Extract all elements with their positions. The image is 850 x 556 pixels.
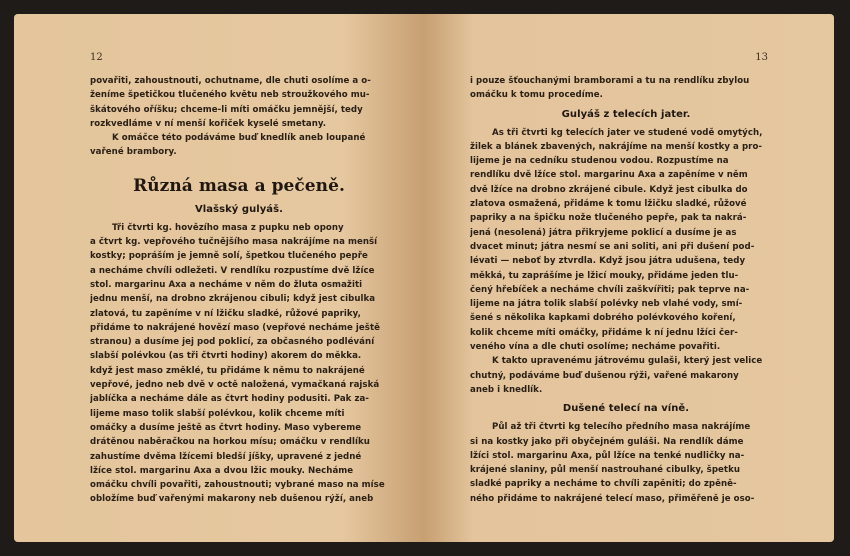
open-book-spread — [14, 14, 834, 542]
intro-paragraph — [90, 74, 388, 131]
text-line: aneb i knedlík. — [470, 384, 543, 395]
text-line: zahustíme dvěma lžícemi bledší jíšky, upravené z jedné — [90, 451, 362, 462]
recipe-text — [470, 126, 782, 355]
text-line: K takto upravenému játrovému gulaši, který jest velice — [492, 356, 763, 367]
text-line: vařené brambory. — [90, 147, 177, 158]
text-line: rendlíku dvě lžíce stol. margarinu Axa a zapěníme v něm — [470, 170, 748, 181]
text-line: i pouze šťouchanými bramborami a tu na rendlíku zbylou — [470, 76, 750, 86]
text-line: povařiti, zahoustnouti, ochutname, dle chuti osolíme a o- — [90, 76, 371, 86]
text-line: a necháme chvíli odležeti. V rendlíku rozpustíme dvě lžíce — [90, 265, 375, 276]
text-line: škátového oříšku; chceme-li míti omáčku jemnější, tedy — [90, 104, 363, 115]
intro-paragraph — [470, 74, 782, 103]
text-line: Tři čtvrti kg. hovězího masa z pupku neb opony — [112, 222, 344, 233]
text-line: ženíme špetičkou tlučeného květu neb stroužkového mu- — [90, 90, 370, 101]
recipe-title: Vlašský gulyáš. — [195, 203, 283, 215]
text-line: veného vína a dle chuti osolíme; necháme povařiti. — [470, 342, 721, 353]
text-line: a čtvrt kg. vepřového tučnějšího masa nakrájíme na menší — [90, 237, 378, 248]
text-line: jená (nesolená) játra přikryjeme poklicí a dusíme je as — [470, 227, 737, 238]
text-line: jednu menší, na drobno zkrájenou cibuli; když jest cibulka — [90, 294, 376, 305]
serving-paragraph — [470, 354, 782, 397]
text-line: žilek a blánek zbavených, nakrájíme na menší kostky a pro- — [470, 141, 763, 152]
text-line: přidáme to nakrájené hovězí maso (vepřové necháme ještě — [90, 322, 380, 333]
text-line: krájené slaniny, půl menší nastrouhané cibulky, špetku — [470, 465, 741, 476]
text-line: čený hřebíček a necháme chvíli zaškvířiti; pak teprve na- — [470, 284, 750, 295]
right-page — [424, 14, 834, 542]
text-line: šené s několika kapkami dobrého polévkového koření, — [470, 313, 736, 324]
text-line: lijeme je na cedníku studenou vodou. Rozpustíme na — [470, 156, 729, 167]
text-line: stranou) a dusíme jej pod poklicí, za občasného podlévání — [90, 337, 375, 348]
text-line: omáčku k tomu procedíme. — [470, 90, 603, 101]
text-line: lžíci stol. margarinu Axa, půl lžíce na tenké nudličky na- — [470, 450, 745, 461]
text-line: zlatová, tu zapěníme v ní lžičku sladké, růžové papriky, — [90, 308, 361, 319]
left-page-text — [90, 74, 388, 507]
chapter-title: Různá masa a pečeně. — [133, 175, 345, 196]
text-line: když jest maso změklé, tu přidáme k němu to nakrájené — [90, 365, 365, 376]
right-page-text — [470, 74, 782, 506]
serving-paragraph — [90, 131, 388, 160]
page-number: 12 — [90, 52, 103, 63]
recipe-title: Gulyáš z telecích jater. — [561, 108, 691, 120]
text-line: lijeme maso tolik slabší polévkou, kolik chceme míti — [90, 408, 345, 419]
text-line: chutný, podáváme buď dušenou rýži, vařené makarony — [470, 370, 739, 381]
text-line: dvacet minut; játra nesmí se ani soliti, ani při dušení pod- — [470, 241, 755, 252]
text-line: ného přidáme to nakrájené telecí maso, přiměřeně je oso- — [470, 493, 755, 504]
text-line: zlatova osmažená, přidáme k tomu lžičku sladké, růžové — [470, 199, 747, 210]
text-line: As tři čtvrti kg telecích jater ve studené vodě omytých, — [492, 127, 763, 138]
text-line: stol. margarinu Axa a necháme v něm do žluta osmažiti — [90, 279, 363, 290]
text-line: slabší polévkou (as tři čtvrti hodiny) akorem do měkka. — [90, 351, 362, 362]
text-line: Půl až tři čtvrti kg telecího předního masa nakrájíme — [492, 422, 751, 433]
text-line: dvě lžíce na drobno zkrájené cibule. Když jest cibulka do — [470, 184, 748, 195]
recipe-text — [470, 420, 782, 506]
recipe-title: Dušené telecí na víně. — [562, 403, 690, 415]
recipe-text — [90, 221, 388, 507]
text-line: kostky; popráším je jemně solí, špetkou tlučeného pepře — [90, 251, 368, 262]
text-line: sladké papriky a necháme to chvíli zapěniti; do zpěně- — [470, 479, 737, 490]
left-page — [14, 14, 424, 542]
text-line: si na kostky jako při obyčejném guláši. Na rendlík dáme — [470, 436, 744, 447]
text-line: jablíčka a necháme dále as čtvrt hodiny podusiti. Pak za- — [90, 394, 369, 405]
text-line: vepřové, jedno neb dvě v octě naložená, vymačkaná rajská — [90, 380, 380, 391]
text-line: drátěnou naběračkou na horkou mísu; omáčku v rendlíku — [90, 437, 370, 448]
text-line: rozkvedláme v ní menší kořiček kyselé smetany. — [90, 118, 327, 129]
text-line: lijeme na játra tolik slabší polévky neb vlahé vody, smí- — [470, 299, 743, 310]
text-line: papriky a na špičku nože tlučeného pepře, pak ta nakrá- — [470, 213, 747, 224]
text-line: omáčku chvíli povařiti, zahoustnouti; vybrané maso na míse — [90, 480, 385, 491]
text-line: měkká, tu zaprášíme je lžicí mouky, přidáme jeden tlu- — [470, 270, 739, 281]
text-line: kolik chceme míti omáčky, přidáme k ní jednu lžíci čer- — [470, 327, 738, 338]
text-line: obložíme buď vařenými makarony neb dušenou rýží, aneb — [90, 494, 374, 505]
text-line: lévati — neboť by ztvrdla. Když jsou játra udušena, tedy — [470, 256, 746, 267]
text-line: lžíce stol. margarinu Axa a dvou lžic mouky. Necháme — [90, 465, 354, 476]
page-number: 13 — [755, 52, 768, 63]
text-line: K omáčce této podáváme buď knedlík aneb loupané — [112, 133, 366, 144]
text-line: omáčky a dusíme ještě as čtvrt hodiny. Maso vybereme — [90, 422, 362, 433]
